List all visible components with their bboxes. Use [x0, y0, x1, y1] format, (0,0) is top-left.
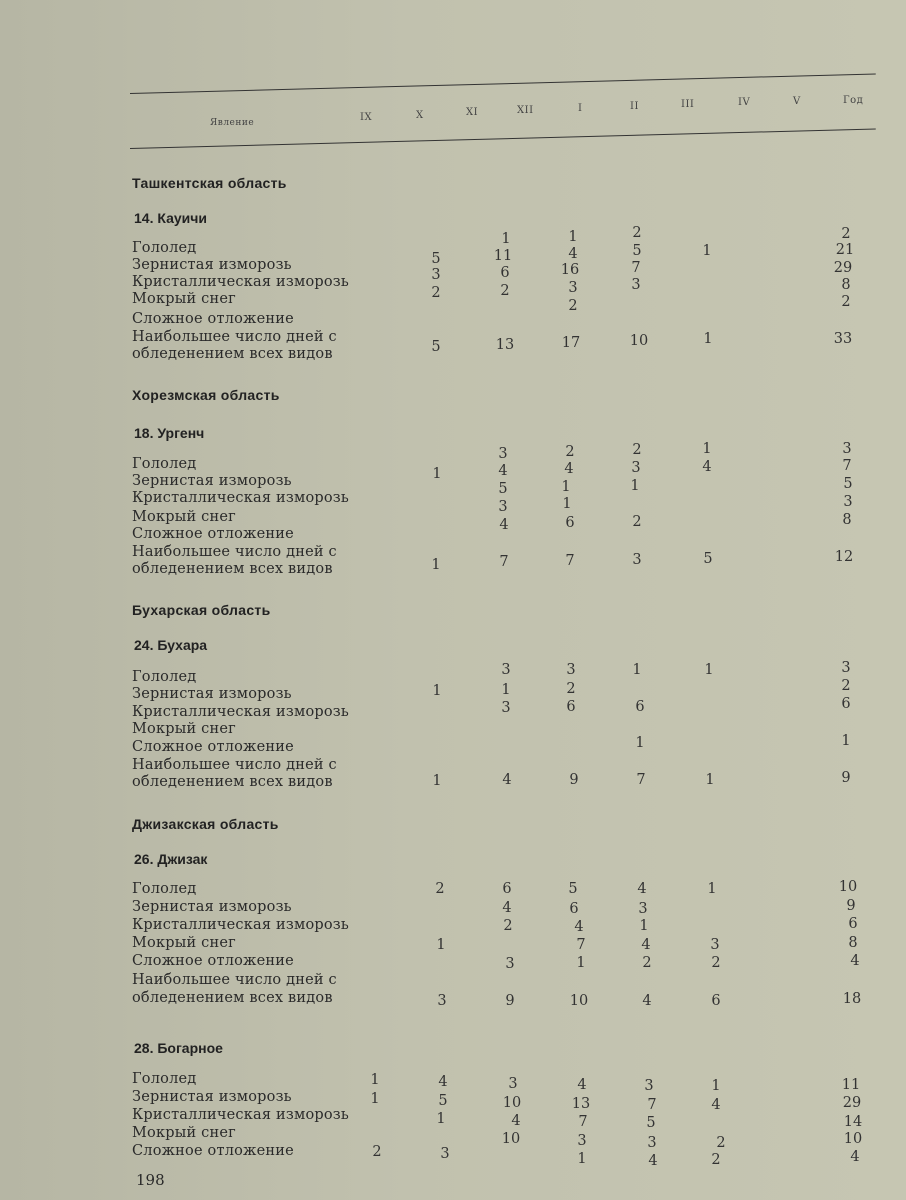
- row-label: Кристаллическая изморозь: [132, 274, 349, 290]
- table-cell: 1: [632, 662, 642, 678]
- table-cell: 10: [569, 993, 589, 1009]
- table-header-rule: [130, 128, 876, 149]
- table-cell: 1: [436, 1111, 446, 1127]
- region-title: Хорезмская область: [132, 387, 280, 403]
- table-cell: 3: [638, 901, 648, 917]
- table-cell: 3: [568, 280, 578, 296]
- table-cell: 2: [841, 678, 851, 694]
- table-cell: 7: [647, 1097, 657, 1113]
- row-label: Гололед: [132, 1071, 197, 1087]
- table-top-rule: [130, 73, 876, 94]
- table-cell: 1: [501, 682, 511, 698]
- table-cell: 1: [703, 331, 713, 347]
- table-cell: 10: [838, 879, 858, 895]
- region-title: Ташкентская область: [132, 175, 287, 191]
- table-cell: 4: [574, 919, 584, 935]
- table-cell: 14: [843, 1114, 863, 1130]
- region-title: Джизакская область: [132, 816, 279, 832]
- table-cell: 16: [560, 262, 580, 278]
- table-cell: 8: [842, 512, 852, 528]
- table-cell: 3: [501, 662, 511, 678]
- row-label: Кристаллическая изморозь: [132, 704, 349, 720]
- row-label: Мокрый снег: [132, 291, 236, 307]
- table-cell: 7: [565, 553, 575, 569]
- row-label: Мокрый снег: [132, 1125, 236, 1141]
- table-cell: 1: [432, 466, 442, 482]
- column-header-month: III: [681, 99, 695, 110]
- table-cell: 2: [711, 1152, 721, 1168]
- table-cell: 9: [505, 993, 515, 1009]
- table-cell: 1: [630, 478, 640, 494]
- table-cell: 5: [632, 243, 642, 259]
- table-cell: 4: [511, 1113, 521, 1129]
- table-cell: 2: [500, 283, 510, 299]
- table-cell: 4: [850, 953, 860, 969]
- row-label: Наибольшее число дней с: [132, 544, 337, 560]
- table-cell: 3: [842, 441, 852, 457]
- table-cell: 2: [711, 955, 721, 971]
- row-label: Кристаллическая изморозь: [132, 1107, 349, 1123]
- table-cell: 4: [498, 463, 508, 479]
- table-cell: 6: [566, 699, 576, 715]
- table-cell: 12: [834, 549, 854, 565]
- table-cell: 3: [431, 267, 441, 283]
- row-label: Кристаллическая изморозь: [132, 917, 349, 933]
- table-cell: 2: [503, 918, 513, 934]
- table-cell: 7: [631, 260, 641, 276]
- table-cell: 4: [642, 993, 652, 1009]
- table-cell: 3: [843, 494, 853, 510]
- table-cell: 3: [566, 662, 576, 678]
- table-cell: 9: [569, 772, 579, 788]
- table-cell: 6: [635, 699, 645, 715]
- table-cell: 29: [833, 260, 853, 276]
- row-label: обледенением всех видов: [132, 774, 333, 790]
- table-cell: 3: [505, 956, 515, 972]
- table-cell: 6: [569, 901, 579, 917]
- table-cell: 1: [577, 1151, 587, 1167]
- table-cell: 5: [568, 881, 578, 897]
- table-cell: 13: [495, 337, 515, 353]
- row-label: Гололед: [132, 456, 197, 472]
- row-label: Зернистая изморозь: [132, 1089, 292, 1105]
- row-label: Мокрый снег: [132, 721, 236, 737]
- column-header-month: II: [630, 101, 639, 112]
- row-label: Гололед: [132, 881, 197, 897]
- table-cell: 17: [561, 335, 581, 351]
- column-header-year: Год: [843, 95, 864, 106]
- table-cell: 4: [648, 1153, 658, 1169]
- row-label: Мокрый снег: [132, 509, 236, 525]
- table-cell: 5: [431, 339, 441, 355]
- table-cell: 2: [716, 1135, 726, 1151]
- table-cell: 5: [646, 1115, 656, 1131]
- table-cell: 4: [564, 461, 574, 477]
- region-title: Бухарская область: [132, 602, 271, 618]
- row-label: Зернистая изморозь: [132, 899, 292, 915]
- table-cell: 6: [500, 265, 510, 281]
- column-header-month: X: [416, 110, 424, 121]
- table-cell: 1: [702, 243, 712, 259]
- table-cell: 7: [842, 458, 852, 474]
- table-cell: 3: [631, 460, 641, 476]
- table-cell: 2: [566, 681, 576, 697]
- table-cell: 3: [647, 1135, 657, 1151]
- table-cell: 4: [568, 246, 578, 262]
- table-cell: 3: [437, 993, 447, 1009]
- table-cell: 6: [711, 993, 721, 1009]
- station-title: 28. Богарное: [134, 1040, 223, 1056]
- table-cell: 7: [578, 1114, 588, 1130]
- table-cell: 29: [842, 1095, 862, 1111]
- row-label: обледенением всех видов: [132, 561, 333, 577]
- column-header-month: XII: [517, 105, 534, 116]
- table-cell: 2: [372, 1144, 382, 1160]
- table-cell: 2: [632, 514, 642, 530]
- table-cell: 1: [432, 683, 442, 699]
- table-cell: 10: [502, 1095, 522, 1111]
- table-cell: 4: [711, 1097, 721, 1113]
- table-cell: 1: [639, 918, 649, 934]
- table-cell: 10: [629, 333, 649, 349]
- table-cell: 18: [842, 991, 862, 1007]
- table-cell: 1: [576, 955, 586, 971]
- table-cell: 3: [631, 277, 641, 293]
- row-label: обледенением всех видов: [132, 346, 333, 362]
- table-cell: 4: [499, 517, 509, 533]
- table-cell: 1: [561, 479, 571, 495]
- table-cell: 2: [565, 444, 575, 460]
- row-label: Сложное отложение: [132, 311, 294, 327]
- table-cell: 1: [635, 735, 645, 751]
- table-cell: 6: [502, 881, 512, 897]
- column-header-month: IV: [738, 97, 751, 108]
- row-label: Мокрый снег: [132, 935, 236, 951]
- station-title: 14. Кауичи: [134, 210, 207, 226]
- table-cell: 4: [641, 937, 651, 953]
- table-cell: 6: [841, 696, 851, 712]
- table-cell: 5: [843, 476, 853, 492]
- table-cell: 6: [565, 515, 575, 531]
- table-cell: 9: [846, 898, 856, 914]
- table-cell: 4: [637, 881, 647, 897]
- table-cell: 1: [568, 229, 578, 245]
- row-label: Гололед: [132, 669, 197, 685]
- table-cell: 1: [436, 937, 446, 953]
- table-cell: 5: [438, 1093, 448, 1109]
- table-cell: 2: [435, 881, 445, 897]
- table-cell: 3: [501, 700, 511, 716]
- table-cell: 2: [431, 285, 441, 301]
- table-cell: 3: [498, 499, 508, 515]
- row-label: Наибольшее число дней с: [132, 972, 337, 988]
- table-cell: 1: [707, 881, 717, 897]
- table-cell: 3: [710, 937, 720, 953]
- row-label: Сложное отложение: [132, 953, 294, 969]
- table-cell: 11: [493, 248, 513, 264]
- row-label: Зернистая изморозь: [132, 257, 292, 273]
- table-cell: 4: [438, 1074, 448, 1090]
- table-cell: 1: [501, 231, 511, 247]
- table-cell: 2: [642, 955, 652, 971]
- table-cell: 33: [833, 331, 853, 347]
- table-cell: 1: [370, 1072, 380, 1088]
- table-cell: 3: [577, 1133, 587, 1149]
- table-cell: 1: [702, 441, 712, 457]
- station-title: 24. Бухара: [134, 637, 208, 653]
- table-cell: 3: [508, 1076, 518, 1092]
- table-cell: 3: [440, 1146, 450, 1162]
- table-cell: 1: [841, 733, 851, 749]
- table-cell: 3: [632, 552, 642, 568]
- table-cell: 13: [571, 1096, 591, 1112]
- table-cell: 1: [711, 1078, 721, 1094]
- station-title: 26. Джизак: [134, 851, 208, 867]
- table-cell: 1: [705, 772, 715, 788]
- table-cell: 2: [632, 442, 642, 458]
- table-cell: 10: [843, 1131, 863, 1147]
- column-header-phenomenon: Явление: [210, 118, 255, 128]
- table-cell: 3: [644, 1078, 654, 1094]
- table-cell: 6: [848, 916, 858, 932]
- table-cell: 8: [848, 935, 858, 951]
- row-label: Зернистая изморозь: [132, 686, 292, 702]
- table-cell: 4: [850, 1149, 860, 1165]
- table-cell: 5: [703, 551, 713, 567]
- table-cell: 2: [632, 225, 642, 241]
- row-label: Сложное отложение: [132, 526, 294, 542]
- row-label: Зернистая изморозь: [132, 473, 292, 489]
- table-cell: 7: [636, 772, 646, 788]
- table-cell: 5: [431, 251, 441, 267]
- table-cell: 1: [370, 1091, 380, 1107]
- table-cell: 3: [841, 660, 851, 676]
- row-label: Сложное отложение: [132, 1143, 294, 1159]
- table-cell: 7: [499, 554, 509, 570]
- row-label: Сложное отложение: [132, 739, 294, 755]
- row-label: обледенением всех видов: [132, 990, 333, 1006]
- table-cell: 9: [841, 770, 851, 786]
- table-cell: 7: [576, 937, 586, 953]
- table-cell: 2: [568, 298, 578, 314]
- row-label: Наибольшее число дней с: [132, 329, 337, 345]
- column-header-month: I: [578, 103, 583, 114]
- column-header-month: XI: [466, 107, 479, 118]
- row-label: Кристаллическая изморозь: [132, 490, 349, 506]
- column-header-month: IX: [360, 112, 373, 123]
- table-cell: 1: [431, 557, 441, 573]
- table-cell: 11: [841, 1077, 861, 1093]
- table-cell: 4: [502, 900, 512, 916]
- table-cell: 4: [577, 1077, 587, 1093]
- table-cell: 4: [702, 459, 712, 475]
- row-label: Гололед: [132, 240, 197, 256]
- table-cell: 2: [841, 294, 851, 310]
- table-cell: 3: [498, 446, 508, 462]
- table-cell: 1: [704, 662, 714, 678]
- table-cell: 21: [835, 242, 855, 258]
- station-title: 18. Ургенч: [134, 425, 205, 441]
- table-cell: 10: [501, 1131, 521, 1147]
- column-header-month: V: [793, 96, 801, 107]
- table-cell: 1: [432, 773, 442, 789]
- page-number: 198: [136, 1171, 165, 1189]
- table-cell: 8: [841, 277, 851, 293]
- table-cell: 1: [562, 496, 572, 512]
- table-cell: 2: [841, 226, 851, 242]
- table-cell: 4: [502, 772, 512, 788]
- row-label: Наибольшее число дней с: [132, 757, 337, 773]
- table-cell: 5: [498, 481, 508, 497]
